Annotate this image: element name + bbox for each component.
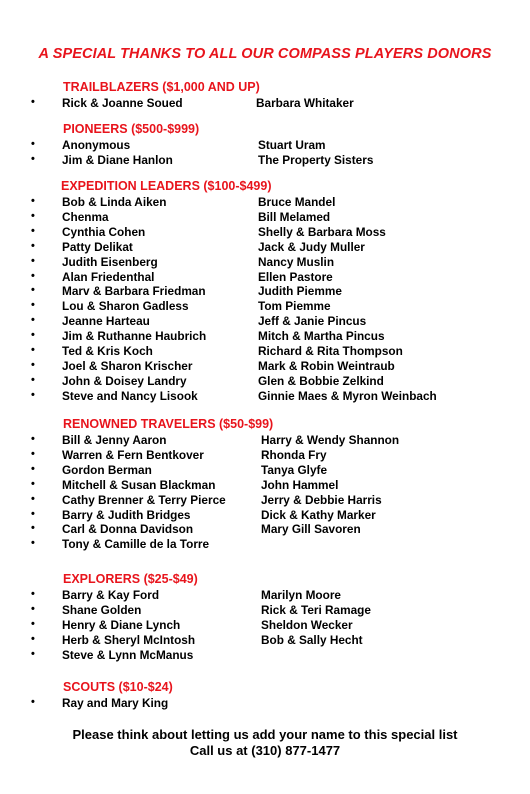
- donor-row: [0, 603, 530, 618]
- bullet-icon: •: [31, 299, 35, 312]
- donor-row: [0, 696, 530, 711]
- bullet-icon: •: [31, 96, 35, 108]
- donor-name-right: Mark & Robin Weintraub: [258, 358, 395, 373]
- footer-line-2: Call us at (310) 877-1477: [189, 743, 341, 758]
- section-heading: EXPEDITION LEADERS ($100-$499): [61, 179, 272, 193]
- donor-row: [0, 270, 530, 285]
- donor-row: [0, 153, 530, 168]
- bullet-icon: •: [31, 602, 35, 615]
- donor-row: [0, 284, 530, 299]
- donor-name-left: John & Doisey Landry: [62, 373, 187, 388]
- donor-name-right: Mitch & Martha Pincus: [258, 329, 385, 344]
- donor-name-right: Jeff & Janie Pincus: [258, 314, 367, 329]
- bullet-icon: •: [31, 329, 35, 342]
- donor-row: [0, 389, 530, 404]
- donor-row: [0, 240, 530, 255]
- donor-name-left: Ted & Kris Koch: [62, 344, 153, 358]
- donor-name-right: Judith Piemme: [258, 284, 342, 299]
- donor-name-left: Jim & Diane Hanlon: [62, 152, 173, 167]
- bullet-icon: •: [31, 477, 35, 490]
- donor-name-right: Bill Melamed: [258, 209, 331, 224]
- donor-name-right: Tanya Glyfe: [261, 462, 328, 477]
- donor-name-left: Henry & Diane Lynch: [62, 617, 181, 632]
- donor-name-left: Bob & Linda Aiken: [62, 195, 167, 209]
- donor-row: [0, 448, 530, 463]
- bullet-icon: •: [31, 522, 35, 535]
- bullet-icon: •: [31, 239, 35, 252]
- donor-name-left: Tony & Camille de la Torre: [62, 537, 210, 552]
- bullet-icon: •: [31, 254, 35, 267]
- section-heading: EXPLORERS ($25-$49): [63, 572, 198, 586]
- donor-name-right: Mary Gill Savoren: [261, 522, 361, 537]
- donor-name-right: Dick & Kathy Marker: [261, 507, 376, 522]
- bullet-icon: •: [31, 696, 35, 708]
- donor-name-left: Anonymous: [62, 138, 131, 152]
- donor-name-left: Jeanne Harteau: [62, 314, 150, 329]
- bullet-icon: •: [31, 373, 35, 386]
- bullet-icon: •: [31, 647, 35, 660]
- donor-row: [0, 195, 530, 210]
- bullet-icon: •: [31, 388, 35, 401]
- bullet-icon: •: [31, 447, 35, 460]
- donor-row: [0, 648, 530, 663]
- bullet-icon: •: [31, 209, 35, 222]
- donor-name-right: Ellen Pastore: [258, 269, 333, 284]
- donor-row: [0, 210, 530, 225]
- bullet-icon: •: [31, 617, 35, 630]
- bullet-icon: •: [31, 358, 35, 371]
- bullet-icon: •: [31, 537, 35, 550]
- section-heading: PIONEERS ($500-$999): [63, 122, 200, 136]
- donor-name-right: Rhonda Fry: [261, 447, 327, 462]
- donor-row: [0, 633, 530, 648]
- section-heading: TRAILBLAZERS ($1,000 AND UP): [63, 80, 260, 94]
- donor-name-right: Jerry & Debbie Harris: [261, 492, 382, 507]
- bullet-icon: •: [31, 284, 35, 297]
- bullet-icon: •: [31, 588, 35, 600]
- donor-row: [0, 478, 530, 493]
- donor-name-right: Rick & Teri Ramage: [261, 602, 371, 617]
- donor-name-left: Steve and Nancy Lisook: [62, 388, 198, 403]
- bullet-icon: •: [31, 224, 35, 237]
- donor-name-left: Alan Friedenthal: [62, 269, 155, 284]
- donor-row: [0, 588, 530, 603]
- bullet-icon: •: [31, 632, 35, 645]
- donor-name-right: The Property Sisters: [258, 152, 374, 167]
- donor-name-left: Marv & Barbara Friedman: [62, 284, 206, 299]
- donor-name-left: Joel & Sharon Krischer: [62, 358, 193, 373]
- donor-name-left: Cathy Brenner & Terry Pierce: [62, 492, 226, 507]
- donor-row: [0, 493, 530, 508]
- donor-row: [0, 537, 530, 552]
- donor-name-left: Lou & Sharon Gadless: [62, 299, 189, 314]
- donor-name-right: Stuart Uram: [258, 138, 326, 152]
- donor-name-right: John Hammel: [261, 477, 339, 492]
- donor-row: [0, 508, 530, 523]
- bullet-icon: •: [31, 492, 35, 505]
- donor-name-left: Patty Delikat: [62, 239, 133, 254]
- donor-name-left: Jim & Ruthanne Haubrich: [62, 329, 207, 344]
- section-heading: RENOWNED TRAVELERS ($50-$99): [63, 417, 274, 431]
- bullet-icon: •: [31, 507, 35, 520]
- bullet-icon: •: [31, 433, 35, 445]
- donor-row: [0, 299, 530, 314]
- donor-name-left: Bill & Jenny Aaron: [62, 433, 167, 447]
- donor-name-right: Harry & Wendy Shannon: [261, 433, 400, 447]
- donor-row: [0, 255, 530, 270]
- donor-name-right: Bob & Sally Hecht: [261, 632, 363, 647]
- donor-name-right: Jack & Judy Muller: [258, 239, 365, 254]
- donor-name-left: Mitchell & Susan Blackman: [62, 477, 216, 492]
- donor-name-left: Barry & Judith Bridges: [62, 507, 191, 522]
- donor-name-left: Herb & Sheryl McIntosh: [62, 632, 196, 647]
- donor-name-right: Richard & Rita Thompson: [258, 344, 403, 358]
- donor-name-left: Rick & Joanne Soued: [62, 96, 183, 110]
- bullet-icon: •: [31, 462, 35, 475]
- donor-name-right: Shelly & Barbara Moss: [258, 224, 386, 239]
- bullet-icon: •: [31, 195, 35, 207]
- donor-name-right: Glen & Bobbie Zelkind: [258, 373, 384, 388]
- donor-row: [0, 225, 530, 240]
- donor-row: [0, 463, 530, 478]
- donor-row: [0, 522, 530, 537]
- donor-name-right: Bruce Mandel: [258, 195, 336, 209]
- donor-row: [0, 344, 530, 359]
- donor-name-left: Cynthia Cohen: [62, 224, 146, 239]
- donor-name-right: Ginnie Maes & Myron Weinbach: [258, 388, 437, 403]
- donor-name-left: Steve & Lynn McManus: [62, 647, 194, 662]
- donor-name-right: Marilyn Moore: [261, 588, 341, 602]
- donor-name-right: Tom Piemme: [258, 299, 331, 314]
- bullet-icon: •: [31, 152, 35, 165]
- donor-row: [0, 433, 530, 448]
- donor-row: [0, 96, 530, 111]
- donor-name-left: Warren & Fern Bentkover: [62, 447, 204, 462]
- footer-line-1: Please think about letting us add your name to this special list: [72, 727, 458, 742]
- donor-name-left: Ray and Mary King: [62, 696, 169, 710]
- section-heading: SCOUTS ($10-$24): [63, 680, 173, 694]
- donor-name-right: Sheldon Wecker: [261, 617, 353, 632]
- donor-row: [0, 329, 530, 344]
- bullet-icon: •: [31, 269, 35, 282]
- donor-row: [0, 618, 530, 633]
- donor-row: [0, 374, 530, 389]
- donor-name-left: Gordon Berman: [62, 462, 152, 477]
- donor-name-left: Shane Golden: [62, 602, 142, 617]
- donor-name-right: Barbara Whitaker: [256, 96, 354, 110]
- donor-name-right: Nancy Muslin: [258, 254, 335, 269]
- donor-name-left: Chenma: [62, 209, 109, 224]
- page-title: A SPECIAL THANKS TO ALL OUR COMPASS PLAYERS DONORS: [38, 46, 492, 62]
- donor-row: [0, 314, 530, 329]
- donor-name-left: Judith Eisenberg: [62, 254, 158, 269]
- donor-name-left: Carl & Donna Davidson: [62, 522, 194, 537]
- donor-row: [0, 138, 530, 153]
- bullet-icon: •: [31, 344, 35, 356]
- donor-name-left: Barry & Kay Ford: [62, 588, 160, 602]
- bullet-icon: •: [31, 314, 35, 327]
- bullet-icon: •: [31, 138, 35, 150]
- donor-row: [0, 359, 530, 374]
